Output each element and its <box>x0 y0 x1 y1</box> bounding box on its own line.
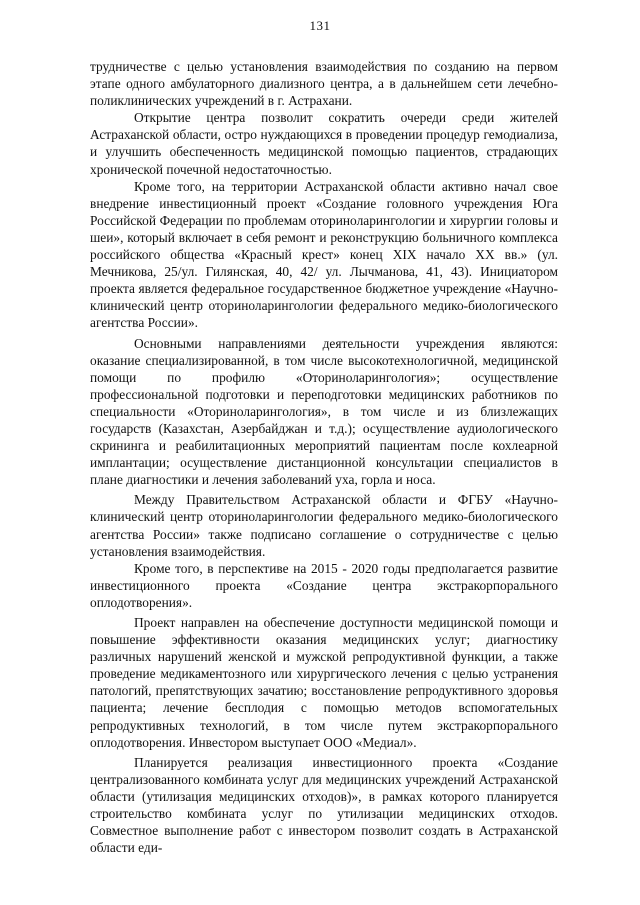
paragraph-dialysis-center: Открытие центра позволит сократить очереди среди жителей Астраханской области, остро нуждающихся в проведении процедур гемодиализа, и улучшить обеспеченность медицинской помощью пациентов, страдающих хронической почечной недостаточностью. <box>90 110 558 177</box>
paragraph-waste-project: Планируется реализация инвестиционного проекта «Создание централизованного комбината услуг для медицинских учреждений Астраханской области (утилизация медицинских отходов)», в рамках которого планируется строительство комбината услуг по утилизации медицинских отходов. Совместное выполнение работ с инвестором позволит создать в Астраханской области еди- <box>90 754 558 856</box>
paragraph-ent-directions: Основными направлениями деятельности учреждения являются: оказание специализированной, в том числе высокотехнологичной, медицинской помощи по профилю «Оториноларингология»; осуществление профессиональной подготовки и переподготовки медицинских работников по специальности «Оториноларингология», в том числе и из близлежащих государств (Казахстан, Азербайджан и т.д.); осуществление аудиологического скрининга и реабилитационных мероприятий пациентам после кохлеарной имплантации; осуществление дистанционной консультации специалистов в плане диагностики и лечения заболеваний уха, горла и носа. <box>90 335 558 488</box>
paragraph-continuation: трудничестве с целью установления взаимодействия по созданию на первом этапе одного амбулаторного диализного центра, а в дальнейшем сети лечебно-поликлинических учреждений в г. Астрахани. <box>90 59 558 109</box>
paragraph-ent-project: Кроме того, на территории Астраханской области активно начал свое внедрение инвестиционный проект «Создание головного учреждения Юга Российской Федерации по проблемам оториноларингологии и хирургии головы и шеи», который включает в себя ремонт и реконструкцию больничного комплекса российского общества «Красный крест» конец XIX начало XX вв.» (ул. Мечникова, 25/ул. Гилянская, 40, 42/ ул. Лычманова, 41, 43). Инициатором проекта является федеральное государственное бюджетное учреждение «Научно-клинический центр оториноларингологии федерального медико-биологического агентства России». <box>90 178 558 331</box>
paragraph-ivf-perspective: Кроме того, в перспективе на 2015 - 2020 годы предполагается развитие инвестиционного проекта «Создание центра экстракорпорального оплодотворения». <box>90 560 558 610</box>
document-body <box>90 58 558 856</box>
page-number: 131 <box>309 18 331 33</box>
paragraph-ivf-project: Проект направлен на обеспечение доступности медицинской помощи и повышение эффективности оказания медицинских услуг; диагностику различных нарушений женской и мужской репродуктивной функции, а также проведение медикаментозного или хирургического лечения с целью устранения патологий, препятствующих зачатию; восстановление репродуктивного здоровья пациента; лечение бесплодия с помощью методов вспомогательных репродуктивных технологий, в том числе путем экстракорпорального оплодотворения. Инвестором выступает ООО «Медиал». <box>90 615 558 750</box>
paragraph-agreement: Между Правительством Астраханской области и ФГБУ «Научно-клинический центр оториноларингологии федерального медико-биологического агентства России» также подписано соглашение о сотрудничестве с целью установления взаимодействия. <box>90 492 558 559</box>
